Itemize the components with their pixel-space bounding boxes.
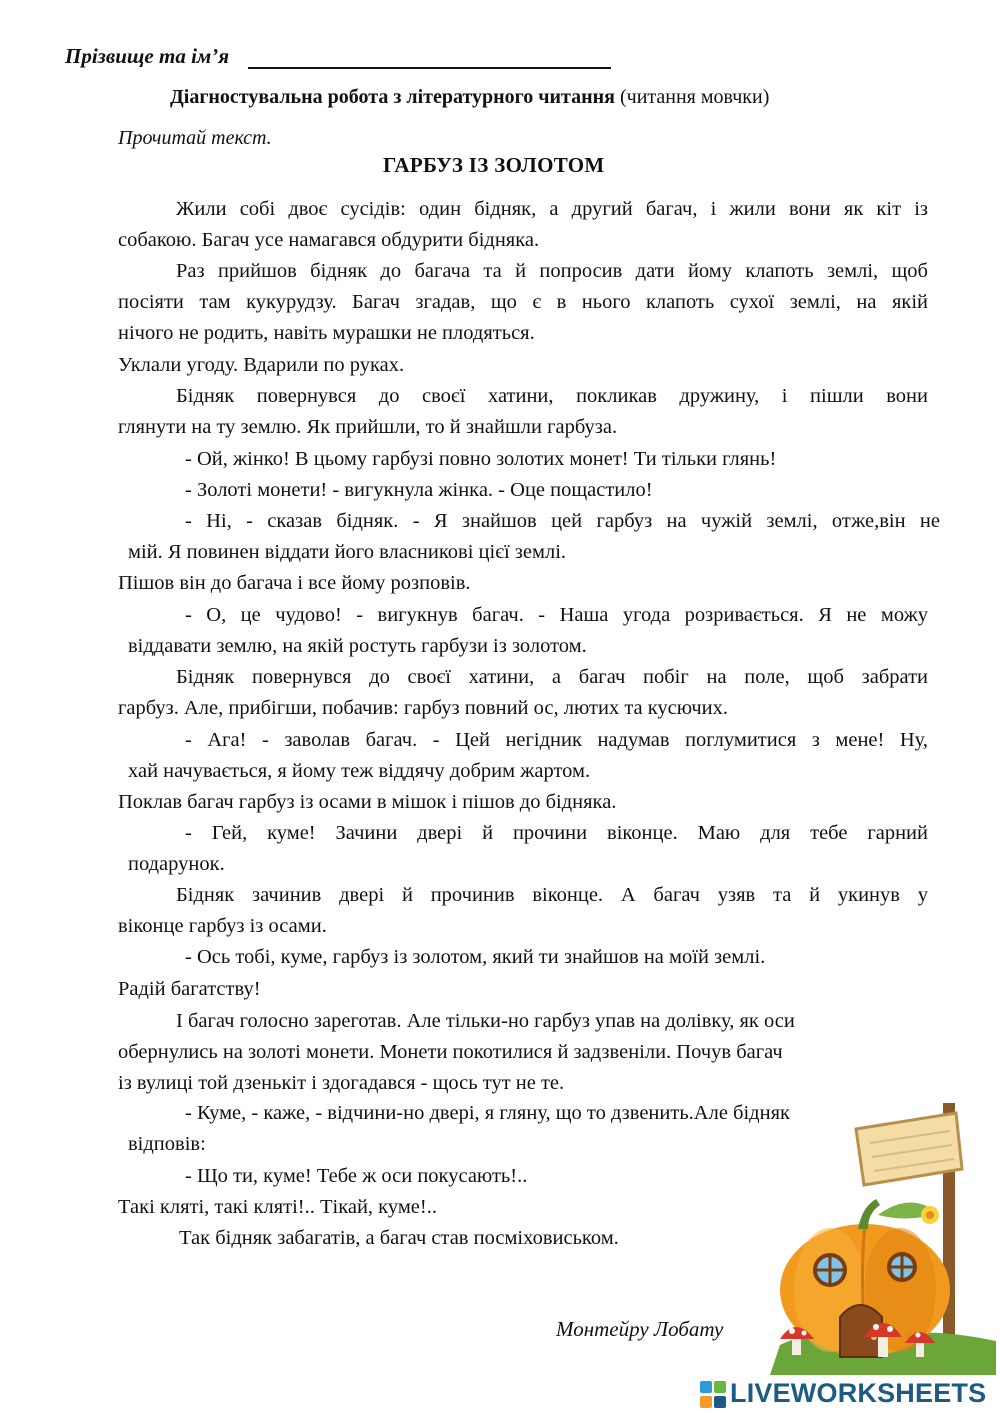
story-line: Пішов він до багача і все йому розповів.	[118, 572, 471, 594]
liveworksheets-logo[interactable]	[700, 1380, 995, 1410]
story-line: хай начувається, я йому теж віддячу добрим жартом.	[128, 760, 591, 782]
story-line: віддавати землю, на якій ростуть гарбузи із золотом.	[128, 635, 587, 657]
story-line: подарунок.	[128, 853, 225, 875]
story-title: ГАРБУЗ ІЗ ЗОЛОТОМ	[383, 153, 605, 177]
story-line: Раз прийшов бідняк до багача та й попросив дати йому клапоть землі, щоб	[176, 260, 928, 282]
story-line: обернулись на золоті монети. Монети покотилися й задзвеніли. Почув багач	[118, 1041, 783, 1063]
story-line: - Ні, - сказав бідняк. - Я знайшов цей гарбуз на чужій землі, отже,він не	[185, 510, 940, 532]
story-line: Уклали угоду. Вдарили по руках.	[118, 354, 405, 376]
story-line: Поклав багач гарбуз із осами в мішок і пішов до бідняка.	[118, 791, 617, 813]
story-author: Монтейру Лобату	[556, 1317, 724, 1341]
story-line: - Гей, куме! Зачини двері й прочини віконце. Маю для тебе гарний	[185, 822, 928, 844]
story-line: із вулиці той дзенькіт і здогадався - щось тут не те.	[118, 1072, 565, 1094]
story-line: Бідняк повернувся до своєї хатини, а багач побіг на поле, щоб забрати	[176, 666, 928, 688]
story-line: - Куме, - каже, - відчини-но двері, я гляну, що то дзвенить.Але бідняк	[185, 1102, 790, 1124]
story-line: Жили собі двоє сусідів: один бідняк, а другий багач, і жили вони як кіт із	[176, 198, 928, 220]
story-line: відповів:	[128, 1133, 206, 1155]
story-line: - О, це чудово! - вигукнув багач. - Наша угода розривається. Я не можу	[185, 604, 928, 626]
liveworksheets-logo-icon	[700, 1381, 726, 1408]
subtitle-rest: (читання мовчки)	[614, 86, 770, 108]
story-line: мій. Я повинен віддати його власникові цієї землі.	[128, 541, 567, 563]
story-line: - Ось тобі, куме, гарбуз із золотом, який ти знайшов на моїй землі.	[185, 946, 766, 968]
story-line: гарбуз. Але, прибігши, побачив: гарбуз повний ос, лютих та кусючих.	[118, 697, 728, 719]
story-line: І багач голосно зареготав. Але тільки-но гарбуз упав на долівку, як оси	[176, 1010, 795, 1032]
name-field-label: Прізвище та ім’я	[65, 44, 230, 68]
reading-instruction: Прочитай текст.	[118, 127, 272, 149]
worksheet-subtitle	[170, 86, 769, 109]
story-line: посіяти там кукурудзу. Багач згадав, що є в нього клапоть сухої землі, на якій	[118, 291, 928, 313]
story-line: - Ага! - заволав багач. - Цей негідник надумав поглумитися з мене! Ну,	[185, 729, 928, 751]
subtitle-bold: Діагностувальна робота з літературного читання	[170, 86, 615, 108]
story-line: - Ой, жінко! В цьому гарбузі повно золотих монет! Ти тільки глянь!	[185, 448, 777, 470]
pumpkin-house-illustration	[760, 1095, 1000, 1375]
story-line: Бідняк зачинив двері й прочинив віконце. А багач узяв та й укинув у	[176, 884, 928, 906]
name-input-line[interactable]	[248, 67, 611, 69]
story-line: глянути на ту землю. Як прийшли, то й знайшли гарбуза.	[118, 416, 618, 438]
story-line: Так бідняк забагатів, а багач став посміховиськом.	[179, 1227, 619, 1249]
story-line: віконце гарбуз із осами.	[118, 915, 327, 937]
story-line: - Золоті монети! - вигукнула жінка. - Оце пощастило!	[185, 479, 653, 501]
story-line: Бідняк повернувся до своєї хатини, покликав дружину, і пішли вони	[176, 385, 928, 407]
story-line: нічого не родить, навіть мурашки не плодяться.	[118, 322, 535, 344]
story-line: - Що ти, куме! Тебе ж оси покусають!..	[185, 1165, 528, 1187]
liveworksheets-logo-text: LIVEWORKSHEETS	[730, 1378, 987, 1408]
story-line: Радій багатству!	[118, 978, 261, 1000]
story-line: собакою. Багач усе намагався обдурити бідняка.	[118, 229, 540, 251]
story-line: Такі кляті, такі кляті!.. Тікай, куме!..	[118, 1196, 437, 1218]
